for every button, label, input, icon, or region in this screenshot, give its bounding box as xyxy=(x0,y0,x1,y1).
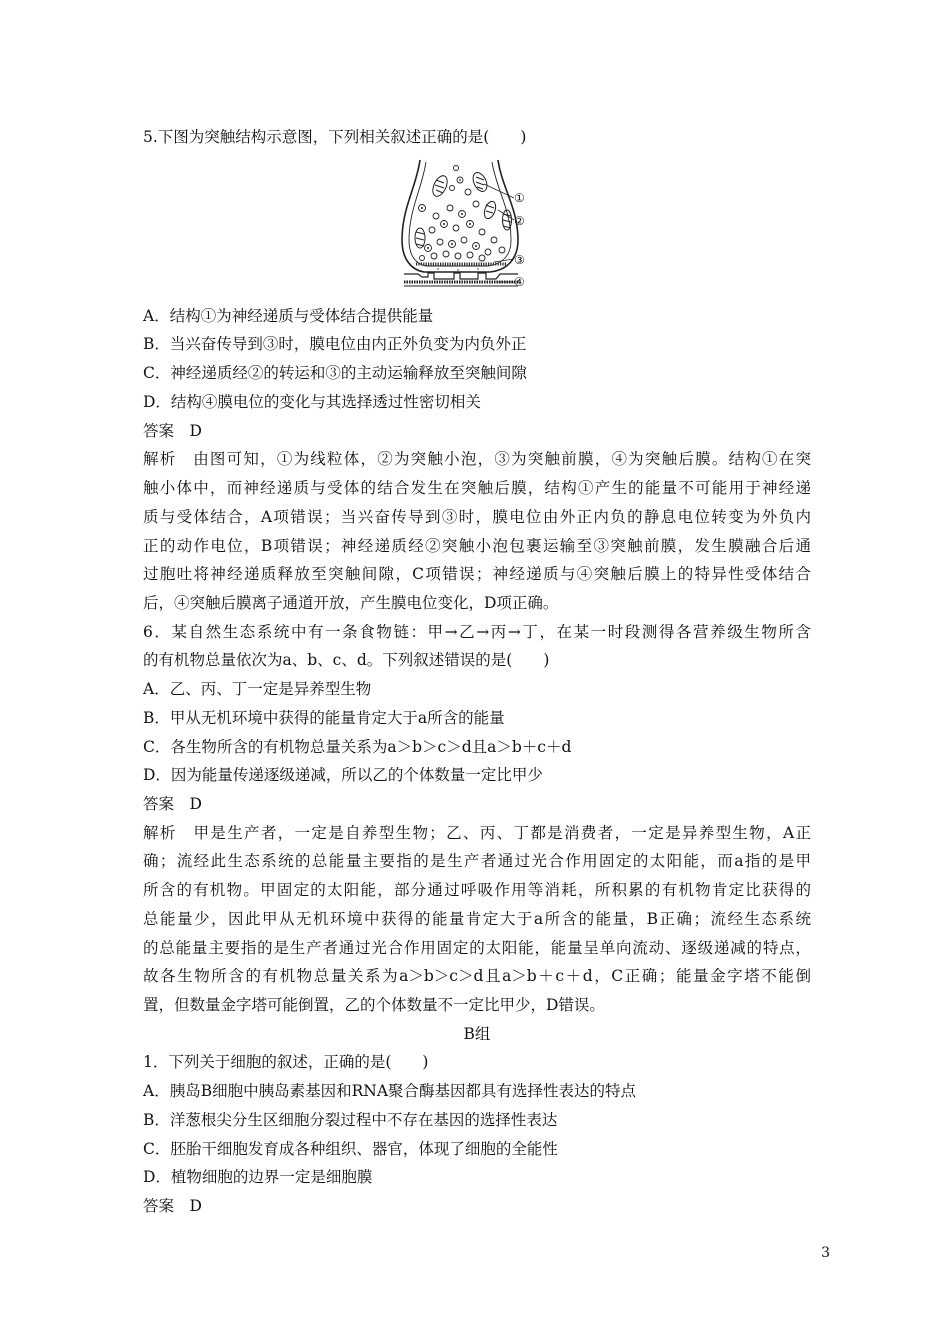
b-q1-option-a: A．胰岛B细胞中胰岛素基因和RNA聚合酶基因都具有选择性表达的特点 xyxy=(143,1082,637,1100)
q5-analysis-line: 解析 由图可知，①为线粒体，②为突触小泡，③为突触前膜，④为突触后膜。结构①在突 xyxy=(143,450,811,468)
q5-answer: 答案 D xyxy=(143,422,202,440)
synapse-diagram xyxy=(398,158,532,292)
b-q1-option-d: D．植物细胞的边界一定是细胞膜 xyxy=(143,1168,373,1186)
q5-option-b: B．当兴奋传导到③时，膜电位由内正外负变为内负外正 xyxy=(143,335,527,353)
figure-label-3: ③ xyxy=(514,253,525,267)
q6-option-c: C．各生物所含的有机物总量关系为a＞b＞c＞d且a＞b＋c＋d xyxy=(143,738,572,756)
q6-analysis-line: 解析 甲是生产者，一定是自养型生物；乙、丙、丁都是消费者，一定是异养型生物，A正 xyxy=(143,824,811,842)
q6-analysis-line: 总能量少，因此甲从无机环境中获得的能量肯定大于a所含的能量，B正确；流经生态系统 xyxy=(143,910,811,928)
figure-label-4: ④ xyxy=(514,275,525,289)
q6-stem-line: 6．某自然生态系统中有一条食物链：甲→乙→丙→丁，在某一时段测得各营养级生物所含 xyxy=(143,623,811,641)
q5-option-d: D．结构④膜电位的变化与其选择透过性密切相关 xyxy=(143,393,481,411)
q5-analysis-line: 触小体中，而神经递质与受体的结合发生在突触后膜，结构①产生的能量不可能用于神经递 xyxy=(143,479,811,497)
q6-analysis-line: 的总能量主要指的是生产者通过光合作用固定的太阳能，能量呈单向流动、逐级递减的特点， xyxy=(143,939,811,957)
q5-stem: 5.下图为突触结构示意图，下列相关叙述正确的是( ) xyxy=(143,128,527,146)
q6-analysis-line: 置，但数量金字塔可能倒置，乙的个体数量不一定比甲少，D错误。 xyxy=(143,996,605,1014)
figure-label-1: ① xyxy=(514,191,525,205)
b-q1-stem: 1．下列关于细胞的叙述，正确的是( ) xyxy=(143,1053,429,1071)
section-b-title: B组 xyxy=(463,1025,491,1043)
q5-analysis-line: 质与受体结合，A项错误；当兴奋传导到③时，膜电位由外正内负的静息电位转变为外负内 xyxy=(143,508,811,526)
q6-analysis-line: 确；流经此生态系统的总能量主要指的是生产者通过光合作用固定的太阳能，而a指的是甲 xyxy=(143,852,811,870)
q5-analysis-line: 正的动作电位，B项错误；神经递质经②突触小泡包裹运输至③突触前膜，发生膜融合后通 xyxy=(143,537,811,555)
q6-option-d: D．因为能量传递逐级递减，所以乙的个体数量一定比甲少 xyxy=(143,766,543,784)
figure-label-2: ② xyxy=(514,214,525,228)
b-q1-answer: 答案 D xyxy=(143,1197,202,1215)
q6-answer: 答案 D xyxy=(143,795,202,813)
synapse-diagram-svg xyxy=(398,158,532,292)
q5-option-a: A．结构①为神经递质与受体结合提供能量 xyxy=(143,307,434,325)
q5-analysis-line: 过胞吐将神经递质释放至突触间隙，C项错误；神经递质与④突触后膜上的特异性受体结合 xyxy=(143,565,811,583)
q6-stem-line: 的有机物总量依次为a、b、c、d。下列叙述错误的是( ) xyxy=(143,651,550,669)
b-q1-option-b: B．洋葱根尖分生区细胞分裂过程中不存在基因的选择性表达 xyxy=(143,1111,558,1129)
page-number: 3 xyxy=(821,1245,830,1261)
q6-option-a: A．乙、丙、丁一定是异养型生物 xyxy=(143,680,372,698)
q6-analysis-line: 故各生物所含的有机物总量关系为a＞b＞c＞d且a＞b＋c＋d，C正确；能量金字塔不能倒 xyxy=(143,967,811,985)
b-q1-option-c: C．胚胎干细胞发育成各种组织、器官，体现了细胞的全能性 xyxy=(143,1140,558,1158)
q6-analysis-line: 所含的有机物。甲固定的太阳能，部分通过呼吸作用等消耗，所积累的有机物肯定比获得的 xyxy=(143,881,811,899)
q5-option-c: C．神经递质经②的转运和③的主动运输释放至突触间隙 xyxy=(143,364,527,382)
q5-analysis-line: 后，④突触后膜离子通道开放，产生膜电位变化，D项正确。 xyxy=(143,594,559,612)
q6-option-b: B．甲从无机环境中获得的能量肯定大于a所含的能量 xyxy=(143,709,505,727)
